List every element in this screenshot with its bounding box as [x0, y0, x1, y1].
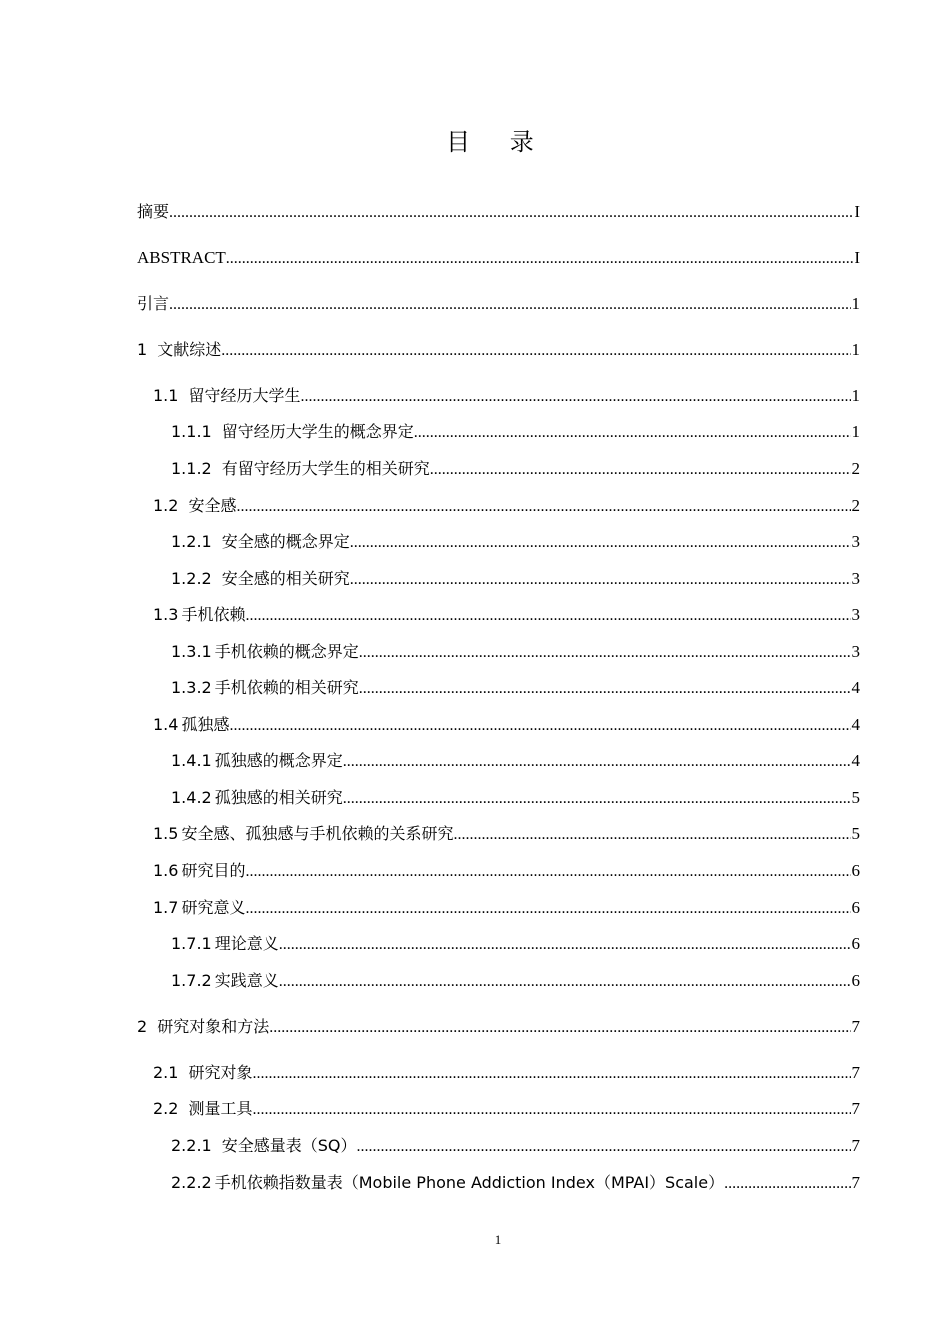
toc-entry-label: 孤独感 — [181, 715, 230, 734]
toc-entry[interactable] — [153, 1061, 860, 1085]
toc-entry-page: I — [854, 202, 860, 221]
toc-dot-leader — [279, 933, 851, 957]
toc-dot-leader — [245, 604, 850, 628]
toc-dot-leader — [300, 385, 850, 409]
toc-entry-page: 1 — [851, 340, 860, 359]
toc-dot-leader — [245, 860, 850, 884]
toc-entry-number: 1.5 — [153, 824, 179, 843]
toc-entry-number: 1.2.2 — [171, 569, 212, 588]
toc-entry[interactable] — [137, 338, 860, 362]
toc-entry-label: 安全感的概念界定 — [221, 532, 350, 551]
toc-entry[interactable] — [171, 567, 860, 591]
toc-entry-label: 留守经历大学生 — [188, 386, 301, 405]
toc-dot-leader — [343, 750, 851, 774]
toc-entry-page: 5 — [851, 788, 860, 807]
toc-entry-number: 2 — [137, 1017, 148, 1036]
toc-dot-leader — [245, 897, 850, 921]
toc-dot-leader — [226, 247, 854, 271]
toc-entry-number: 1 — [137, 340, 148, 359]
toc-dot-leader — [269, 1016, 850, 1040]
toc-entry-page: 2 — [851, 459, 860, 478]
toc-entry-number: 1.6 — [153, 861, 179, 880]
toc-entry[interactable] — [153, 1097, 860, 1121]
toc-entry[interactable] — [153, 859, 860, 883]
toc-entry-label: 安全感 — [188, 496, 237, 515]
toc-dot-leader — [350, 568, 851, 592]
toc-entry-page: 4 — [851, 715, 860, 734]
toc-dot-leader — [229, 714, 850, 738]
toc-entry-label: 研究对象 — [188, 1063, 253, 1082]
toc-entry[interactable] — [171, 749, 860, 773]
toc-entry-label: 安全感量表（SQ） — [221, 1136, 357, 1155]
toc-dot-leader — [350, 531, 851, 555]
toc-entry-label: 孤独感的相关研究 — [214, 788, 343, 807]
toc-entry-label: 手机依赖指数量表（Mobile Phone Addiction Index（MPAI）Scale） — [214, 1173, 725, 1192]
toc-entry[interactable] — [153, 603, 860, 627]
toc-entry[interactable] — [171, 640, 860, 664]
toc-entry-number: 1.1.1 — [171, 422, 212, 441]
toc-entry-page: 1 — [851, 294, 860, 313]
toc-entry-page: 6 — [851, 898, 860, 917]
toc-entry-number: 1.4.1 — [171, 751, 212, 770]
toc-entry[interactable] — [153, 896, 860, 920]
toc-entry-page: 7 — [851, 1017, 860, 1036]
toc-dot-leader — [252, 1098, 850, 1122]
toc-dot-leader — [453, 823, 850, 847]
toc-entry-label: 引言 — [137, 294, 170, 313]
toc-entry-page: 6 — [851, 934, 860, 953]
toc-entry-page: 7 — [851, 1136, 860, 1155]
toc-entry[interactable] — [171, 1134, 860, 1158]
toc-entry-page: 5 — [851, 824, 860, 843]
toc-entry-number: 1.4.2 — [171, 788, 212, 807]
toc-entry-label: 手机依赖的概念界定 — [214, 642, 359, 661]
toc-entry[interactable] — [171, 420, 860, 444]
toc-dot-leader — [252, 1062, 850, 1086]
footer-page-number: 1 — [494, 1232, 502, 1247]
toc-entry-page: 6 — [851, 971, 860, 990]
toc-entry-number: 1.2 — [153, 496, 179, 515]
toc-entry-number: 2.2.2 — [171, 1173, 212, 1192]
toc-entry[interactable] — [153, 494, 860, 518]
toc-entry-page: 7 — [851, 1063, 860, 1082]
toc-entry-label: 摘要 — [137, 202, 170, 221]
toc-dot-leader — [724, 1172, 850, 1196]
toc-entry-label: 孤独感的概念界定 — [214, 751, 343, 770]
toc-entry-label: 安全感的相关研究 — [221, 569, 350, 588]
toc-entry-number: 2.2.1 — [171, 1136, 212, 1155]
toc-entry-page: 3 — [851, 642, 860, 661]
toc-entry[interactable] — [153, 384, 860, 408]
toc-entry-number: 1.2.1 — [171, 532, 212, 551]
toc-entry-page: 3 — [851, 532, 860, 551]
toc-entry-page: 4 — [851, 678, 860, 697]
toc-entry-number: 1.4 — [153, 715, 179, 734]
toc-entry[interactable] — [171, 1171, 860, 1195]
toc-entry[interactable] — [137, 292, 860, 316]
toc-entry-number: 1.1 — [153, 386, 179, 405]
toc-entry[interactable] — [171, 932, 860, 956]
toc-entry[interactable] — [171, 530, 860, 554]
toc-entry-page: I — [854, 248, 860, 267]
toc-entry-page: 3 — [851, 569, 860, 588]
toc-entry-number: 1.7.2 — [171, 971, 212, 990]
toc-entry-label: 研究对象和方法 — [157, 1017, 270, 1036]
toc-entry-page: 1 — [851, 386, 860, 405]
toc-entry-label: 研究目的 — [181, 861, 246, 880]
toc-dot-leader — [356, 1135, 850, 1159]
toc-entry-page: 6 — [851, 861, 860, 880]
toc-dot-leader — [343, 787, 851, 811]
toc-entry[interactable] — [171, 676, 860, 700]
toc-entry[interactable] — [153, 713, 860, 737]
toc-entry-page: 3 — [851, 605, 860, 624]
toc-entry-number: 1.7 — [153, 898, 179, 917]
toc-entry[interactable] — [153, 822, 860, 846]
toc-entry-page: 7 — [851, 1099, 860, 1118]
toc-entry-number: 2.2 — [153, 1099, 179, 1118]
toc-entry-number: 2.1 — [153, 1063, 179, 1082]
toc-dot-leader — [430, 458, 851, 482]
page-title: 目 录 — [446, 128, 550, 156]
toc-entry-label: 手机依赖 — [181, 605, 246, 624]
toc-entry-label: ABSTRACT — [137, 248, 226, 267]
toc-dot-leader — [169, 201, 853, 225]
toc-entry-page: 1 — [851, 422, 860, 441]
toc-entry-label: 有留守经历大学生的相关研究 — [221, 459, 430, 478]
toc-dot-leader — [359, 641, 851, 665]
toc-entry-number: 1.7.1 — [171, 934, 212, 953]
toc-dot-leader — [414, 421, 851, 445]
toc-entry-number: 1.1.2 — [171, 459, 212, 478]
toc-entry-number: 1.3.2 — [171, 678, 212, 697]
toc-dot-leader — [221, 339, 850, 363]
toc-entry-label: 实践意义 — [214, 971, 279, 990]
toc-entry[interactable] — [171, 786, 860, 810]
toc-entry-page: 7 — [851, 1173, 860, 1192]
toc-dot-leader — [279, 970, 851, 994]
toc-dot-leader — [236, 495, 850, 519]
toc-entry-label: 研究意义 — [181, 898, 246, 917]
toc-entry[interactable] — [137, 246, 860, 270]
toc-entry-label: 文献综述 — [157, 340, 222, 359]
toc-entry-label: 安全感、孤独感与手机依赖的关系研究 — [181, 824, 454, 843]
toc-entry-label: 手机依赖的相关研究 — [214, 678, 359, 697]
toc-entry-label: 理论意义 — [214, 934, 279, 953]
toc-entry[interactable] — [137, 1015, 860, 1039]
toc-dot-leader — [169, 293, 850, 317]
toc-entry[interactable] — [137, 200, 860, 224]
toc-entry[interactable] — [171, 969, 860, 993]
toc-entry-label: 留守经历大学生的概念界定 — [221, 422, 414, 441]
toc-entry[interactable] — [171, 457, 860, 481]
toc-entry-number: 1.3 — [153, 605, 179, 624]
toc-entry-page: 2 — [851, 496, 860, 515]
toc-entry-label: 测量工具 — [188, 1099, 253, 1118]
toc-dot-leader — [359, 677, 851, 701]
toc-entry-page: 4 — [851, 751, 860, 770]
toc-entry-number: 1.3.1 — [171, 642, 212, 661]
